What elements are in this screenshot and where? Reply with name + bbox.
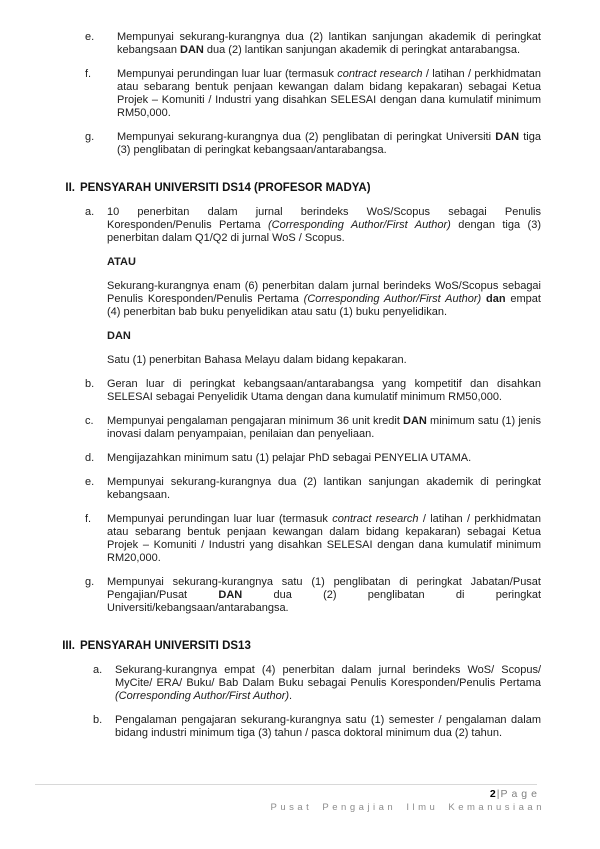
section-number: III. bbox=[62, 640, 75, 652]
item-text: Mempunyai sekurang-kurangnya dua (2) lantikan sanjungan akademik di peringkat kebangsaan. bbox=[107, 476, 541, 501]
list-item bbox=[93, 714, 541, 740]
item-letter: a. bbox=[93, 664, 103, 676]
section-ds14-list bbox=[58, 206, 541, 615]
item-text: Sekurang-kurangnya enam (6) penerbitan dalam jurnal berindeks WoS/Scopus sebagai Penulis Koresponden/Penulis Pertama (Corresponding Author/First Author) dan empat (4) penerbitan bab buku penyelidikan atau satu (1) buku penyelidikan. bbox=[107, 280, 541, 318]
item-letter: b. bbox=[93, 714, 103, 726]
item-letter: d. bbox=[85, 452, 95, 464]
item-text: Satu (1) penerbitan Bahasa Melayu dalam bidang kepakaran. bbox=[107, 354, 407, 366]
item-text: Mempunyai pengalaman pengajaran minimum 36 unit kredit DAN minimum satu (1) jenis inovasi dalam penyampaian, penilaian dan penyeliaan. bbox=[107, 415, 541, 440]
item-letter: c. bbox=[85, 415, 94, 427]
item-letter: g. bbox=[85, 131, 95, 143]
item-letter: g. bbox=[85, 576, 95, 588]
section-title: PENSYARAH UNIVERSITI DS14 (PROFESOR MADYA) bbox=[80, 182, 371, 194]
page-word: Page bbox=[500, 788, 541, 800]
page-number-separator: | bbox=[496, 788, 500, 800]
footer-organization: Pusat Pengajian Ilmu Kemanusiaan bbox=[270, 802, 545, 813]
item-letter-empty bbox=[85, 280, 107, 319]
list-item bbox=[85, 68, 541, 120]
section-title: PENSYARAH UNIVERSITI DS13 bbox=[80, 640, 251, 652]
section-heading-ds14 bbox=[58, 181, 541, 195]
item-letter: a. bbox=[85, 206, 95, 218]
intro-list bbox=[58, 31, 541, 157]
connector-row bbox=[85, 256, 541, 269]
item-text: Mempunyai perundingan luar luar (termasuk contract research / latihan / perkhidmatan atau sebarang bentuk penjaan kewangan dalam bidang kepakaran) sebagai Ketua Projek – Komuniti / Industri yang disahkan SELESAI dengan dana kumulatif minimum RM20,000. bbox=[107, 513, 542, 564]
section-heading-ds13 bbox=[58, 639, 541, 653]
item-text: Mempunyai perundingan luar luar (termasuk contract research / latihan / perkhidmatan atau sebarang bentuk penjaan kewangan dalam bidang kepakaran) sebagai Ketua Projek – Komuniti / Industri yang disahkan SELESAI dengan dana kumulatif minimum RM50,000. bbox=[117, 68, 542, 119]
section-ds13-list bbox=[58, 664, 541, 740]
item-text: Mempunyai sekurang-kurangnya satu (1) penglibatan di peringkat Jabatan/Pusat Pengajian/Pusat DAN dua (2) penglibatan di peringkat Universiti/kebangsaan/antarabangsa. bbox=[107, 576, 541, 614]
section-number: II. bbox=[65, 182, 75, 194]
item-letter-empty bbox=[85, 256, 107, 269]
item-text: Mempunyai sekurang-kurangnya dua (2) penglibatan di peringkat Universiti DAN tiga (3) penglibatan di peringkat kebangsaan/antarabangsa. bbox=[117, 131, 541, 156]
item-text: 10 penerbitan dalam jurnal berindeks WoS/Scopus sebagai Penulis Koresponden/Penulis Pertama (Corresponding Author/First Author) dengan tiga (3) penerbitan dalam Q1/Q2 di jurnal WoS / Scopus. bbox=[107, 206, 541, 244]
list-item bbox=[93, 664, 541, 703]
item-letter: b. bbox=[85, 378, 95, 390]
item-letter: e. bbox=[85, 476, 95, 488]
list-item bbox=[85, 476, 541, 502]
connector-text: ATAU bbox=[107, 256, 136, 268]
list-item bbox=[85, 206, 541, 245]
list-item bbox=[85, 513, 541, 565]
list-item bbox=[85, 131, 541, 157]
list-item bbox=[85, 415, 541, 441]
item-letter: e. bbox=[85, 31, 95, 43]
list-item bbox=[85, 452, 541, 465]
list-item bbox=[85, 378, 541, 404]
sub-paragraph bbox=[85, 354, 541, 367]
item-text: Geran luar di peringkat kebangsaan/antarabangsa yang kompetitif dan disahkan SELESAI sebagai Penyelidik Utama dengan dana kumulatif minimum RM50,000. bbox=[107, 378, 541, 403]
connector-text: DAN bbox=[107, 330, 131, 342]
item-text: Sekurang-kurangnya empat (4) penerbitan dalam jurnal berindeks WoS/ Scopus/ MyCite/ ERA/ Buku/ Bab Dalam Buku sebagai Penulis Koresponden/Penulis Pertama (Corresponding Author/First Author). bbox=[115, 664, 541, 702]
page-number: 2 bbox=[489, 788, 496, 800]
item-letter: f. bbox=[85, 68, 92, 80]
page-number-line bbox=[0, 788, 600, 800]
item-text: Mengijazahkan minimum satu (1) pelajar PhD sebagai PENYELIA UTAMA. bbox=[107, 452, 472, 464]
item-letter: f. bbox=[85, 513, 92, 525]
item-letter-empty bbox=[85, 354, 107, 367]
item-text: Pengalaman pengajaran sekurang-kurangnya satu (1) semester / pengalaman dalam bidang industri minimum tiga (3) tahun / pasca doktoral minimum dua (2) tahun. bbox=[115, 714, 541, 739]
connector-row bbox=[85, 330, 541, 343]
item-text: Mempunyai sekurang-kurangnya dua (2) lantikan sanjungan akademik di peringkat kebangsaan DAN dua (2) lantikan sanjungan akademik di peringkat antarabangsa. bbox=[117, 31, 541, 56]
list-item bbox=[85, 31, 541, 57]
sub-paragraph bbox=[85, 280, 541, 319]
item-letter-empty bbox=[85, 330, 107, 343]
footer-divider bbox=[35, 784, 537, 785]
page-footer bbox=[0, 784, 600, 814]
list-item bbox=[85, 576, 541, 615]
